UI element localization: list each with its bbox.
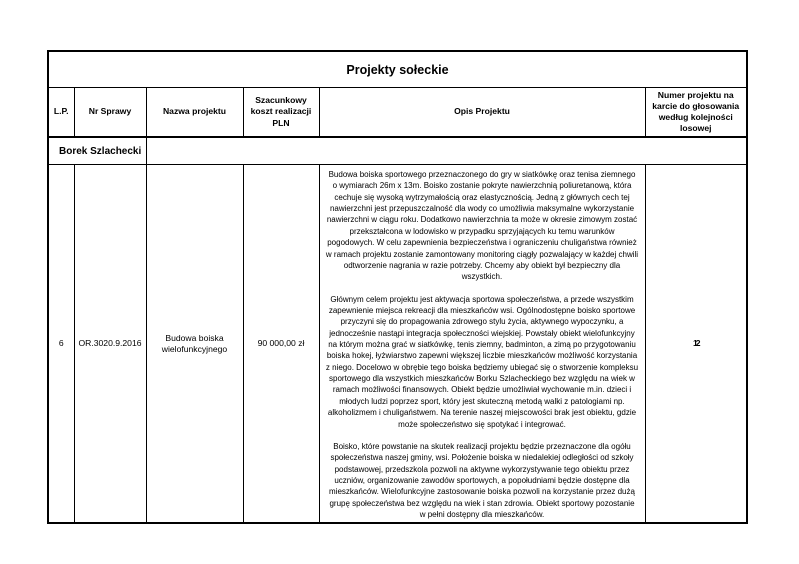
cell-description: Budowa boiska sportowego przeznaczonego do gry w siatkówkę oraz tenisa ziemnego o wymiarach 26m x 13m. Boisko zostanie pokryte nawierzchnią poliuretanową, która cechuje się wysoką wytrzymałością oraz elastycznością. Jedną z głównych cech tej nawierzchni jest przepuszczalność dla wody co umożliwia maksymalne wykorzystanie nawierzchni w ciągu roku. Dodatkowo nawierzchnia ta może w okresie zimowym zostać przekształcona w lodowisko w przypadku sprzyjających ku temu warunków pogodowych. W celu zapewnienia bezpieczeństwa i ograniczeniu chuligaństwa również w ramach projektu zostanie zamontowany monitoring ciągły pozwalający w każdej chwili odtworzenie nagrania w razie potrzeby. Chcemy aby obiekt był bezpieczny dla wszystkich. Głównym celem projektu jest aktywacja sportowa społeczeństwa, a przede wszystkim zapewnienie miejsca rekreacji dla mieszkańców wsi. Ogólnodostępne boisko sportowe przyczyni się do propagowania zdrowego stylu życia, aktywnego wypoczynku, a jednocześnie nastąpi integracja społeczności wiejskiej. Powstały obiekt wielofunkcyjny na którym można grać w siatkówkę, tenis ziemny, badminton, a zimą po przygotowaniu boiska hokej, łyżwiarstwo zapewni większej liczbie mieszkańców możliwość korzystania z niego. Docelowo w obrębie tego boiska będziemy ubiegać się o stworzenie kompleksu sportowego dla wszystkich mieszkańców Borku Szlacheckiego bez względu na wiek w ramach możliwości finansowych. Obiekt będzie umożliwiał wychowanie m.in. dzieci i młodych ludzi poprzez sport, który jest skuteczną metodą walki z patologiami np. alkoholizmem i chuligaństwem. Na terenie naszej miejscowości brak jest obiektu, gdzie może społeczeństwo się spotykać i integrować. Boisko, które powstanie na skutek realizacji projektu będzie przeznaczone dla ogółu społeczeństwa naszej gminy, wsi. Położenie boiska w niedalekiej odległości od szkoły podstawowej, przedszkola pozwoli na aktywne wykorzystywanie tego obiektu przez uczniów, organizowanie zawodów sportowych, a popołudniami będzie dostępne dla mieszkańców. Wielofunkcyjne zastosowanie boiska pozwoli na korzystanie przez dużą grupę społeczeństwa bez względu na wiek i stan zdrowia. Obiekt sportowy pozostanie w pełni dostępny dla mieszkańców. xyxy=(319,165,645,524)
cell-project-name: Budowa boiska wielofunkcyjnego xyxy=(146,165,243,524)
cell-case-number: OR.3020.9.2016 xyxy=(74,165,146,524)
section-row xyxy=(48,137,747,165)
cell-lp: 6 xyxy=(48,165,74,524)
section-header-empty-cell xyxy=(146,137,747,165)
section-header-borek-szlachecki: Borek Szlachecki xyxy=(48,137,146,165)
table-title-row xyxy=(48,51,747,88)
column-header-ballot-number: Numer projektu na karcie do głosowania według kolejności losowej xyxy=(645,88,747,138)
table-title: Projekty sołeckie xyxy=(48,51,747,88)
cell-ballot-number: 12 xyxy=(645,165,747,524)
table-header-row xyxy=(48,88,747,138)
column-header-lp: L.P. xyxy=(48,88,74,138)
column-header-description: Opis Projektu xyxy=(319,88,645,138)
column-header-case-number: Nr Sprawy xyxy=(74,88,146,138)
cell-estimated-cost: 90 000,00 zł xyxy=(243,165,319,524)
column-header-project-name: Nazwa projektu xyxy=(146,88,243,138)
column-header-estimated-cost: Szacunkowy koszt realizacji PLN xyxy=(243,88,319,138)
table-row xyxy=(48,165,747,524)
projects-table xyxy=(47,50,748,524)
